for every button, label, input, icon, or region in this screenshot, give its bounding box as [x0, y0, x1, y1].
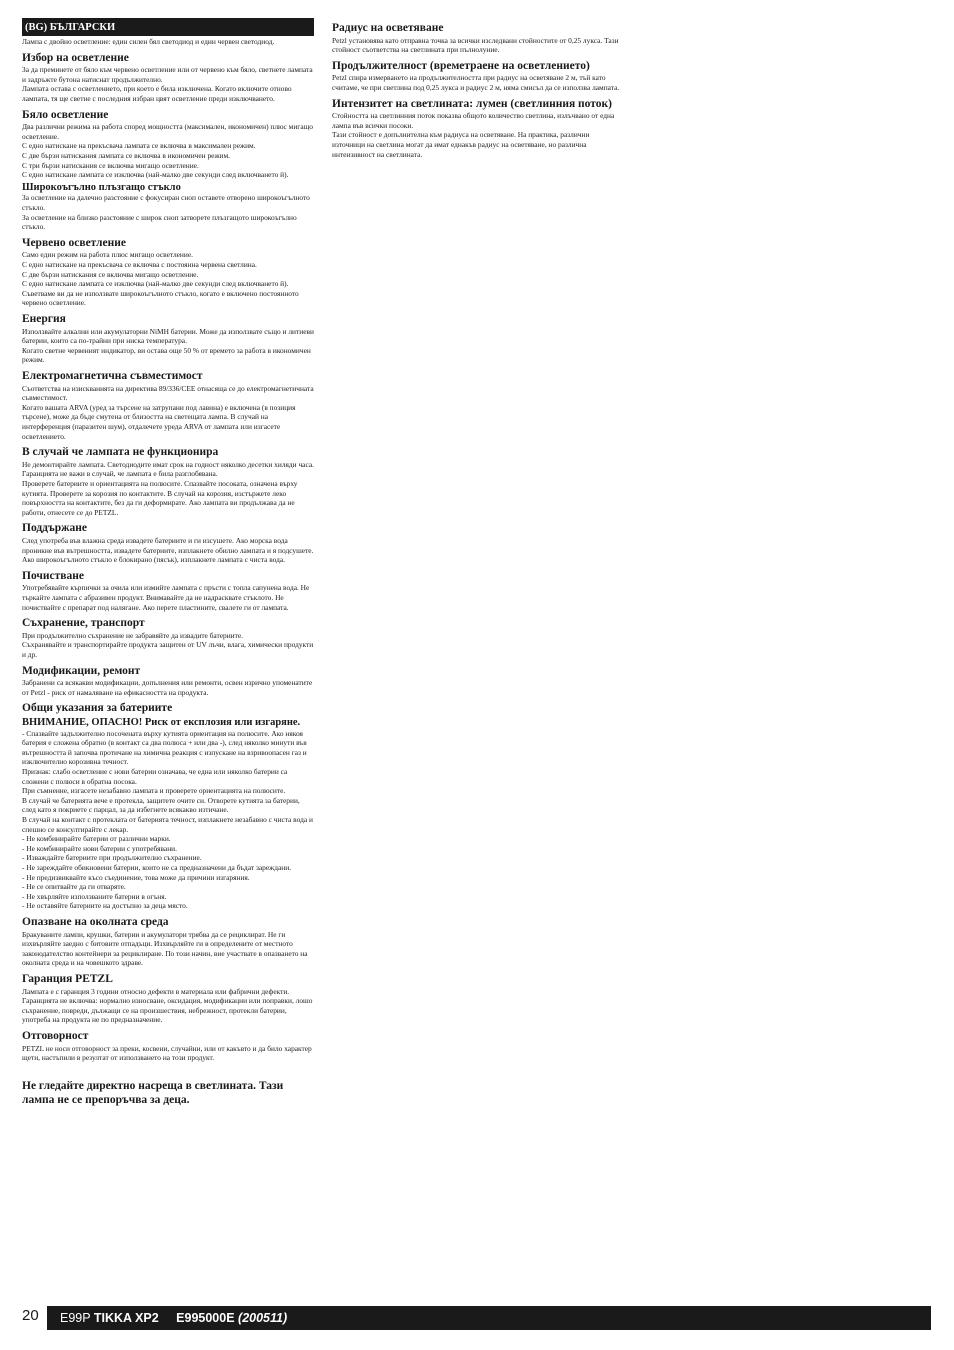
section-text-white: Два различни режима на работа според мощността (максимален, икономичен) плюс мигащо осветление. С едно натискане на прекъсвача лампата се включва в максимален режим. С две бързи натискания лампата се включва в икономичен режим. С три бързи натискания се включва мигащо осветление. С едно натискане лампата се изключва (най-малко две секунди след включването й). — [22, 122, 313, 180]
intro-text: Лампа с двойно осветление: един силен бял светодиод и един червен светодиод. — [22, 37, 275, 46]
section-text-energy: Използвайте алкални или акумулаторни NiMH батерии. Може да използвате също и литиеви батерии, които са по-трайни при ниска температура. Когато светне червеният индикатор, ви остава още 50 % от времето за работа в икономичен режим. — [22, 326, 314, 365]
product-code: E99P — [60, 1311, 91, 1325]
section-text-intensity: Стойността на светлинния поток показва общото количество светлина, излъчвано от една лампа във всички посоки. Тази стойност е допълнителна към радиуса на осветяване. На практика, различни източници на светлина могат да имат еднакъв радиус на осветяване, но различна интензивност на светлината. — [332, 111, 615, 159]
section-text-batteries: - Спазвайте задължително посочената върху кутията ориентация на полюсите. Ако някоя батерия е сложена обратно (в контакт са два полюса + или два -), след няколко минути във вътрешността й започва протичане на химична реакция с изпускане на взривоопасен газ и изключително корозивна течност. Признак: слабо осветление с нови батерии означава, че една или няколко батерии са сложени с полюси в обратна посока. При съмнение, изгасете незабавно лампата и проверете ориентацията на полюсите. В случай че батерията вече е протекла, защитете очите си. Отворете кутията за батерии, след като я покриете с парцал, за да избегнете всякакво изтичане. В случай на контакт с протеклата от батерията течност, изплакнете незабавно с чиста вода и спешно се консултирайте с лекар. - Не комбинирайте батерии от различни марки. - Не комбинирайте нови батерии с употребявани. - Изваждайте батериите при продължително съхранение. - Не зареждайте обикновени батерии, които не са предназначени да бъдат зареждани. - Не предизвиквайте късо съединение, това може да причини изгаряния. - Не се опитвайте да ги отваряте. - Не хвърляйте използваните батерии в огъня. - Не оставяйте батериите на достъпно за деца място. — [22, 728, 313, 911]
section-title-storage: Съхранение, транспорт — [22, 617, 145, 630]
left-column — [22, 18, 314, 1108]
page-number: 20 — [22, 1307, 39, 1324]
section-subtitle-batteries: ВНИМАНИЕ, ОПАСНО! Риск от експлозия или изгаряне. — [22, 717, 301, 729]
safety-warning: Не гледайте директно насреща в светлината. Тази лампа не се препоръчва за деца. — [22, 1079, 284, 1107]
section-text-radius: Petzl установява като отправна точка за всички изследвани стойностите от 0,25 лукса. Тази стойност съответства на светлината при пълнолуние. — [332, 35, 619, 55]
section-text-red: Само един режим на работа плюс мигащо осветление. С едно натискане на прекъсвача се включва с постоянна червена светлина. С две бързи натискания се включва мигащо осветление. С едно натискане лампата се изключва (най-малко две секунди след включването й). Съветваме ви да не използвате широкоъгълното стъкло, когато е включено постоянното червено осветление. — [22, 250, 299, 308]
section-title-red: Червено осветление — [22, 236, 126, 249]
section-text-liability: PETZL не носи отговорност за преки, косвени, случайни, или от какъвто и да било характер щети, настъпили в резултат от използването на този продукт. — [22, 1043, 312, 1063]
footer-bar — [47, 1306, 931, 1330]
section-text-lens: За осветление на далечно разстояние с фокусиран сноп оставете отворено широкоъгълното стъкло. За осветление на близко разстояние с широк сноп затворете плъзгащото широкоъгълно стъкло. — [22, 193, 310, 232]
section-title-cleaning: Почистване — [22, 569, 84, 582]
right-column — [332, 18, 624, 159]
document-date: (200511) — [238, 1311, 288, 1325]
section-title-liability: Отговорност — [22, 1029, 89, 1042]
section-text-cleaning: Употребявайте кърпички за очила или измийте лампата с пръсти с топла сапунена вода. Не търкайте лампата с абразивен продукт. Внимавайте да не надрасквате стъклото. Не почиствайте с препарат под налягане. Ако перете пластините, свалете ги от лампата. — [22, 583, 310, 612]
section-title-intensity: Интензитет на светлината: лумен (светлинния поток) — [332, 97, 612, 110]
section-text-malfunction: Не демонтирайте лампата. Светодиодите имат срок на годност няколко десетки хиляди часа. Гаранцията не важи в случай, че лампата е била разглобявана. Проверете батериите и ориентацията на полюсите. Спазвайте посоката, означена върху кутията. Проверете за корозия по контактите. В случай на корозия, изстържете леко повърхността на контактите, без да ги деформирате. Ако лампата ви продължава да не работи, отнесете се до PETZL. — [22, 459, 314, 517]
section-text-modifications: Забранени са всякакви модификации, допълнения или ремонти, освен изрично упоменатите от Petzl - риск от намаляване на ефикасността на продукта. — [22, 678, 313, 697]
section-title-lens: Широкоъгълно плъзгащо стъкло — [22, 181, 181, 193]
section-title-duration: Продължителност (времетраене на осветлението) — [332, 59, 590, 72]
product-name: TIKKA XP2 — [93, 1311, 159, 1325]
section-title-radius: Радиус на осветяване — [332, 22, 444, 34]
language-header: (BG) БЪЛГАРСКИ — [22, 18, 314, 36]
section-text-emc: Съответства на изискванията на директива 89/336/CEE отнасяща се до електромагнетичната съвместимост. Когато вашата ARVA (уред за търсене на затрупани под лавина) е включена (в позиция търсене), може да бъде смутена от близостта на светещата лампа. В случай на интерференция (паразитен шум), отдалечете уреда ARVA от лампата или изгасете осветлението. — [22, 383, 314, 441]
section-title-maintenance: Поддържане — [22, 522, 87, 535]
page-footer — [22, 1306, 931, 1330]
section-title-energy: Енергия — [22, 312, 66, 325]
section-title-emc: Електромагнетична съвместимост — [22, 369, 203, 382]
section-title-environment: Опазване на околната среда — [22, 915, 169, 928]
section-title-white: Бяло осветление — [22, 108, 109, 121]
document-reference: E995000E — [176, 1311, 235, 1325]
section-text-selection: За да преминете от бяло към червено осветление или от червено към бяло, светнете лампата и задръжте бутона натиснат продължително. Лампата остава с осветлението, при което е била изключена. Когато включите отново лампата, тя ще светне с последния избран цвят осветление преди изключването. — [22, 65, 313, 104]
section-title-modifications: Модификации, ремонт — [22, 664, 141, 677]
section-title-warranty: Гаранция PETZL — [22, 972, 113, 985]
section-text-warranty: Лампата е с гаранция 3 години относно дефекти в материала или фабрични дефекти. Гаранцията не включва: нормално износване, оксидация, модификации или поправки, лошо съхранение, повреди, дължащи се на произшествия, небрежност, протекли батерии, употреба на продукта не по предназначение. — [22, 986, 313, 1025]
section-text-environment: Бракуваните лампи, крушки, батерии и акумулатори трябва да се рециклират. Не ги изхвърляйте заедно с битовите отпадъци. Изхвърляйте ги в определените от местното законодателство контейнери за рециклиране. По този начин, вие участвате в опазването на околната среда и на човешкото здраве. — [22, 929, 308, 968]
section-text-maintenance: След употреба във влажна среда извадете батериите и ги изсушете. Ако морска вода проникне във вътрешността, извадете батериите, изплакнете обилно лампата и я подсушете. Ако широкоъгълното стъкло е блокирано (пясък), изплакнете лампата с чиста вода. — [22, 536, 314, 565]
section-text-duration: Petzl спира измерването на продължителността при радиус на осветяване 2 м, тъй като считаме, че при светлина под 0,25 лукса и радиус 2 м, няма смисъл да се използва лампата. — [332, 73, 620, 93]
section-title-batteries: Общи указания за батериите — [22, 702, 173, 715]
section-title-malfunction: В случай че лампата не функционира — [22, 446, 219, 459]
section-title-selection: Избор на осветление — [22, 51, 129, 64]
section-text-storage: При продължително съхранение не забравяйте да извадите батериите. Съхранявайте и транспортирайте продукта защитен от UV лъчи, влага, химически продукти и др. — [22, 630, 314, 660]
